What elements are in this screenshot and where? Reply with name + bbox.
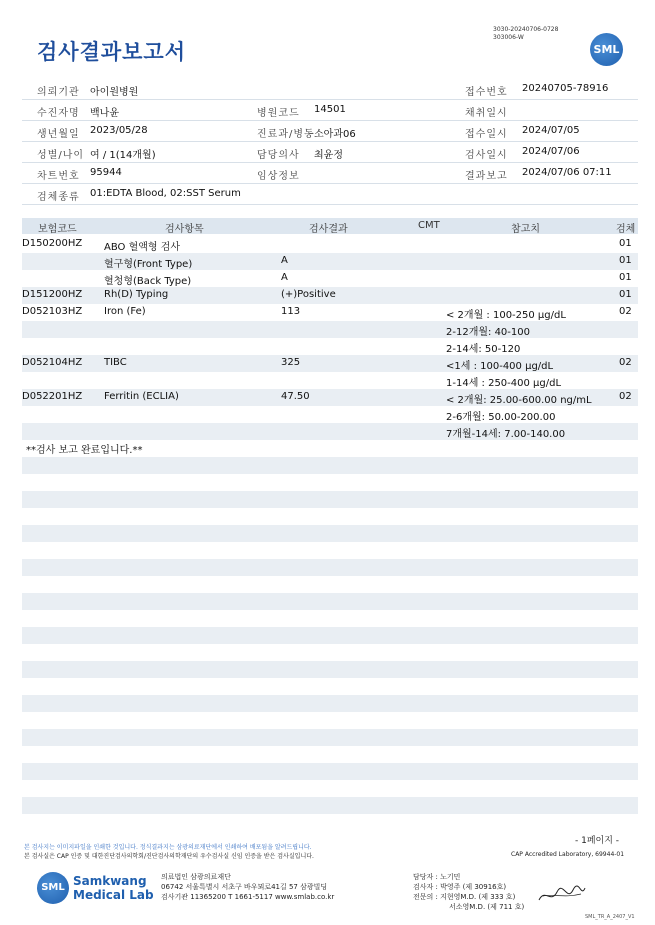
row-item: ABO 혈액형 검사 — [104, 242, 181, 253]
notice-cap: 본 검사실은 CAP 인증 및 대한진단검사의학회/진단검사의학재단의 우수검사실 신임 인증을 받은 검사실입니다. — [24, 853, 314, 860]
info-row-4 — [22, 142, 638, 163]
row-specimen: 01 — [619, 255, 632, 266]
results-table-header — [22, 218, 638, 234]
table-row — [22, 389, 638, 406]
doctor-value: 최윤정 — [314, 150, 343, 161]
form-code: SML_TR_A_2407_V1 — [585, 914, 635, 920]
table-row — [22, 321, 638, 338]
info-row-2 — [22, 100, 638, 121]
chart-no-value: 95944 — [90, 167, 122, 178]
receipt-no-value: 20240705-78916 — [522, 83, 609, 94]
sml-logo: SML — [590, 33, 623, 66]
row-ref: < 2개월 : 100-250 μg/dL — [446, 310, 566, 321]
specialist-2: 서소영M.D. (제 711 호) — [449, 903, 525, 911]
row-specimen: 01 — [619, 289, 632, 300]
table-row — [22, 372, 638, 389]
empty-row-stripe — [22, 729, 638, 746]
row-ref: 2-6개월: 50.00-200.00 — [446, 412, 556, 423]
col-header-code: 보험코드 — [38, 224, 77, 235]
table-row — [22, 304, 638, 321]
patient-value: 백나윤 — [90, 108, 119, 119]
specialist-1: 지현영M.D. (제 333 호) — [440, 893, 516, 901]
hospital-code-label: 병원코드 — [257, 108, 300, 119]
table-row — [22, 338, 638, 355]
report-complete-note: **검사 보고 완료입니다.** — [26, 445, 143, 456]
row-specimen: 01 — [619, 272, 632, 283]
empty-row-stripe — [22, 593, 638, 610]
doctor-label: 담당의사 — [257, 150, 300, 161]
receipt-no-label: 접수번호 — [465, 87, 508, 98]
receipt-date-label: 접수일시 — [465, 129, 508, 140]
row-item: 혈청형(Back Type) — [104, 276, 192, 287]
specimen-label: 검체종류 — [37, 192, 80, 203]
staff-label: 담당자 : — [413, 873, 438, 881]
empty-row-stripe — [22, 661, 638, 678]
row-specimen: 01 — [619, 238, 632, 249]
tester-value: 박영주 (제 30916호) — [440, 883, 507, 891]
hospital-label: 의뢰기관 — [37, 87, 80, 98]
table-row — [22, 236, 638, 253]
row-result: (+)Positive — [281, 289, 336, 300]
hospital-value: 아이원병원 — [90, 87, 139, 98]
row-item: Ferritin (ECLIA) — [104, 391, 179, 402]
empty-row-stripe — [22, 559, 638, 576]
row-item: 혈구형(Front Type) — [104, 259, 193, 270]
row-ref: < 2개월: 25.00-600.00 ng/mL — [446, 395, 592, 406]
report-date-value: 2024/07/06 07:11 — [522, 167, 612, 178]
org-en-line-2: Medical Lab — [73, 888, 154, 902]
specialist-label: 전문의 : — [413, 893, 438, 901]
empty-row-stripe — [22, 525, 638, 542]
table-row — [22, 406, 638, 423]
doc-code-block — [493, 26, 558, 42]
table-row — [22, 423, 638, 440]
empty-row-stripe — [22, 491, 638, 508]
col-header-ref: 참고치 — [511, 224, 540, 235]
col-header-cmt: CMT — [418, 220, 440, 231]
dept-value: 소아과06 — [314, 129, 356, 140]
info-row-6 — [22, 184, 638, 205]
chart-no-label: 차트번호 — [37, 171, 80, 182]
table-row — [22, 270, 638, 287]
row-result: A — [281, 272, 288, 283]
patient-label: 수진자명 — [37, 108, 80, 119]
sml-footer-name — [73, 874, 154, 902]
col-header-item: 검사항목 — [165, 224, 204, 235]
row-ref: 7개월-14세: 7.00-140.00 — [446, 429, 566, 440]
row-specimen: 02 — [619, 306, 632, 317]
table-row — [22, 355, 638, 372]
notice-blue: 본 검사지는 이미지파일을 인쇄한 것입니다. 정식결과지는 삼광의료재단에서 인쇄하여 배포됨을 알려드립니다. — [24, 844, 312, 851]
row-result: 325 — [281, 357, 301, 368]
sex-age-label: 성별/나이 — [37, 150, 85, 161]
receipt-date-value: 2024/07/05 — [522, 125, 580, 136]
empty-row-stripe — [22, 763, 638, 780]
report-title: 검사결과보고서 — [37, 40, 187, 64]
col-header-specimen: 검체 — [616, 224, 636, 235]
dept-label: 진료과/병동 — [257, 129, 315, 140]
test-date-value: 2024/07/06 — [522, 146, 580, 157]
table-row — [22, 253, 638, 270]
empty-row-stripe — [22, 457, 638, 474]
clinical-label: 임상정보 — [257, 171, 300, 182]
row-ref: <1세 : 100-400 μg/dL — [446, 361, 554, 372]
row-item: Rh(D) Typing — [104, 289, 169, 300]
row-result: 47.50 — [281, 391, 310, 402]
empty-row-stripe — [22, 695, 638, 712]
row-item: TIBC — [104, 357, 127, 368]
page-number: - 1페이지 - — [575, 836, 620, 846]
row-code: D052201HZ — [22, 391, 83, 402]
row-specimen: 02 — [619, 391, 632, 402]
signature-image — [535, 880, 587, 908]
empty-row-stripe — [22, 797, 638, 814]
info-row-5 — [22, 163, 638, 184]
row-ref: 2-12개월: 40-100 — [446, 327, 530, 338]
dob-value: 2023/05/28 — [90, 125, 148, 136]
info-row-3 — [22, 121, 638, 142]
dob-label: 생년월일 — [37, 129, 80, 140]
specimen-value: 01:EDTA Blood, 02:SST Serum — [90, 188, 241, 199]
test-date-label: 검사일시 — [465, 150, 508, 161]
doc-code-1: 3030-20240706-0728 — [493, 26, 559, 33]
info-row-1 — [22, 79, 638, 100]
org-name: 의료법인 삼광의료재단 — [161, 873, 231, 881]
tester-label: 검사자 : — [413, 883, 438, 891]
empty-row-stripe — [22, 627, 638, 644]
org-contact: 검사기관 11365200 T 1661-5117 www.smlab.co.kr — [161, 893, 335, 901]
row-code: D052104HZ — [22, 357, 83, 368]
org-en-line-1: Samkwang — [73, 874, 147, 888]
org-info — [161, 872, 334, 902]
hospital-code-value: 14501 — [314, 104, 346, 115]
signatory-info — [413, 872, 524, 912]
row-specimen: 02 — [619, 357, 632, 368]
col-header-result: 검사결과 — [309, 224, 348, 235]
row-item: Iron (Fe) — [104, 306, 146, 317]
collect-date-label: 채취일시 — [465, 108, 508, 119]
sml-footer-logo-icon: SML — [37, 872, 69, 904]
doc-code-2: 303006-W — [493, 34, 524, 41]
org-address: 06742 서울특별시 서초구 바우뫼로41길 57 삼광빌딩 — [161, 883, 328, 891]
row-code: D151200HZ — [22, 289, 83, 300]
table-row — [22, 287, 638, 304]
row-result: 113 — [281, 306, 301, 317]
row-ref: 1-14세 : 250-400 μg/dL — [446, 378, 562, 389]
report-date-label: 결과보고 — [465, 171, 508, 182]
sex-age-value: 여 / 1(14개월) — [90, 150, 156, 161]
staff-value: 노기민 — [440, 873, 461, 881]
row-code: D052103HZ — [22, 306, 83, 317]
row-result: A — [281, 255, 288, 266]
row-ref: 2-14세: 50-120 — [446, 344, 521, 355]
row-code: D150200HZ — [22, 238, 83, 249]
cap-accreditation: CAP Accredited Laboratory, 69944-01 — [511, 851, 625, 858]
